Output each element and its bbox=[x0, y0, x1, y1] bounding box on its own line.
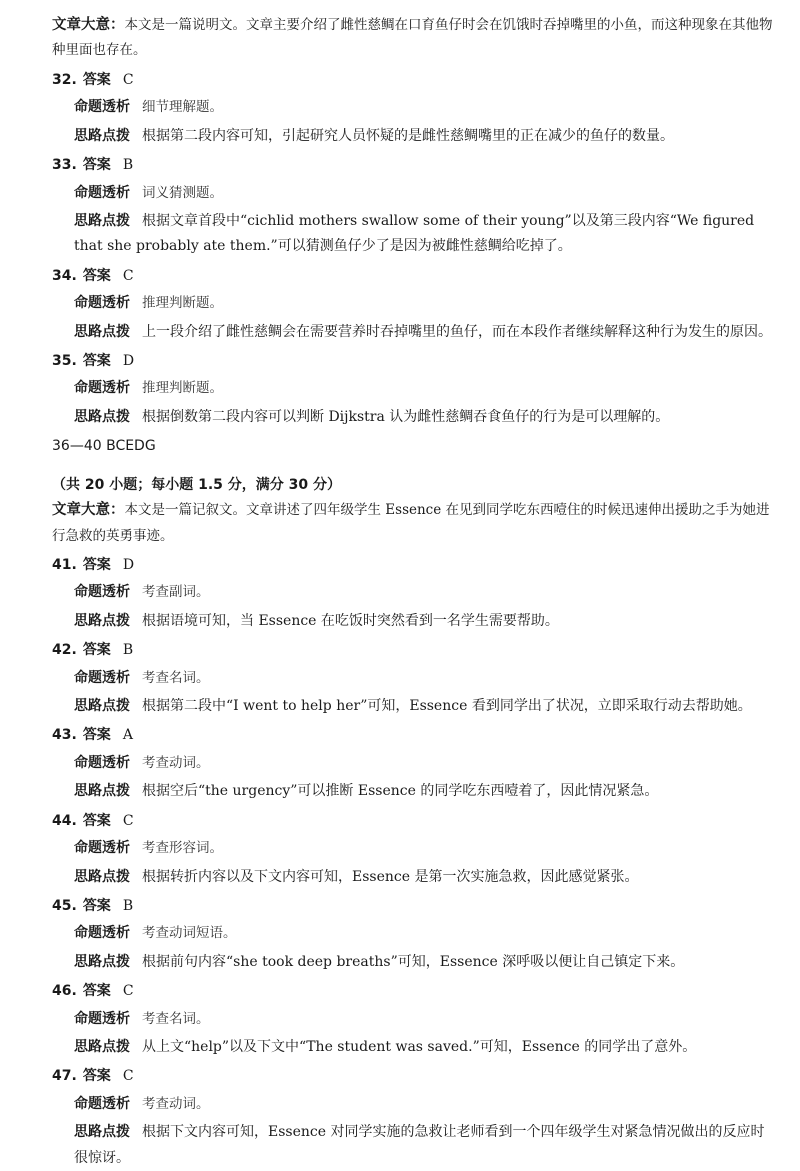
hint-label: 思路点拨 bbox=[74, 612, 130, 629]
answer-label: 答案 bbox=[82, 812, 111, 829]
hint-text: 根据前句内容“she took deep breaths”可知，Essence 深呼吸以便让自己镇定下来。 bbox=[142, 953, 685, 970]
analysis-text: 词义猜测题。 bbox=[142, 184, 223, 201]
answer-value: D bbox=[122, 556, 135, 573]
question-entry bbox=[52, 894, 778, 975]
answer-value: C bbox=[122, 1068, 134, 1085]
analysis-line bbox=[52, 751, 778, 776]
analysis-line bbox=[52, 291, 778, 316]
analysis-line bbox=[52, 1007, 778, 1032]
hint-line bbox=[52, 609, 778, 634]
hint-text: 根据转折内容以及下文内容可知，Essence 是第一次实施急救，因此感觉紧张。 bbox=[142, 868, 639, 885]
answer-label: 答案 bbox=[82, 897, 111, 914]
analysis-label: 命题透析 bbox=[74, 295, 130, 312]
analysis-label: 命题透析 bbox=[74, 754, 130, 771]
answer-label: 答案 bbox=[82, 157, 111, 173]
hint-label: 思路点拨 bbox=[74, 783, 130, 800]
analysis-line bbox=[52, 836, 778, 861]
answer-label: 答案 bbox=[82, 352, 111, 369]
hint-text: 根据倒数第二段内容可以判断 Dijkstra 认为雌性慈鲷吞食鱼仔的行为是可以理解的。 bbox=[142, 408, 670, 425]
analysis-text: 考查动词短语。 bbox=[142, 925, 237, 942]
answer-line bbox=[52, 349, 778, 374]
answer-value: C bbox=[122, 267, 134, 284]
hint-line bbox=[52, 209, 778, 260]
answer-label: 答案 bbox=[82, 983, 111, 1000]
analysis-line bbox=[52, 181, 778, 206]
hint-line bbox=[52, 694, 778, 719]
hint-line bbox=[52, 405, 778, 430]
question-number: 32. bbox=[52, 71, 77, 88]
answer-label: 答案 bbox=[82, 642, 111, 659]
question-entry bbox=[52, 809, 778, 890]
question-entry bbox=[52, 979, 778, 1060]
analysis-text: 考查名词。 bbox=[142, 1010, 210, 1027]
question-number: 46. bbox=[52, 983, 77, 1000]
summary-text: 本文是一篇记叙文。文章讲述了四年级学生 Essence 在见到同学吃东西噎住的时候迅速伸出援助之手为她进行急救的英勇事迹。 bbox=[52, 502, 770, 544]
answer-value: C bbox=[122, 71, 134, 88]
analysis-label: 命题透析 bbox=[74, 1095, 130, 1112]
analysis-label: 命题透析 bbox=[74, 1010, 130, 1027]
hint-text: 从上文“help”以及下文中“The student was saved.”可知，Essence 的同学出了意外。 bbox=[142, 1039, 697, 1055]
analysis-text: 考查副词。 bbox=[142, 584, 210, 601]
summary-label: 文章大意： bbox=[52, 501, 125, 519]
question-number: 34. bbox=[52, 267, 77, 284]
answer-value: D bbox=[122, 352, 135, 369]
hint-label: 思路点拨 bbox=[74, 953, 130, 970]
analysis-line bbox=[52, 95, 778, 120]
question-number: 43. bbox=[52, 727, 77, 744]
hint-label: 思路点拨 bbox=[74, 1039, 130, 1055]
answer-line bbox=[52, 553, 778, 578]
question-number: 33. bbox=[52, 157, 77, 173]
answers-41-47 bbox=[52, 553, 778, 1171]
answer-line bbox=[52, 1064, 778, 1089]
hint-line bbox=[52, 779, 778, 804]
hint-label: 思路点拨 bbox=[74, 698, 130, 714]
analysis-label: 命题透析 bbox=[74, 584, 130, 601]
question-entry bbox=[52, 264, 778, 345]
question-number: 35. bbox=[52, 352, 77, 369]
answer-line bbox=[52, 638, 778, 663]
question-entry bbox=[52, 553, 778, 634]
answer-line bbox=[52, 723, 778, 748]
answer-line bbox=[52, 979, 778, 1004]
hint-line bbox=[52, 320, 778, 345]
analysis-text: 考查形容词。 bbox=[142, 840, 223, 857]
answer-line bbox=[52, 894, 778, 919]
question-entry bbox=[52, 638, 778, 719]
hint-text: 根据下文内容可知，Essence 对同学实施的急救让老师看到一个四年级学生对紧急情况做出的反应时很惊讶。 bbox=[74, 1124, 765, 1166]
analysis-label: 命题透析 bbox=[74, 184, 130, 201]
answer-label: 答案 bbox=[82, 1068, 111, 1085]
hint-label: 思路点拨 bbox=[74, 868, 130, 885]
question-entry bbox=[52, 723, 778, 804]
analysis-label: 命题透析 bbox=[74, 925, 130, 942]
analysis-line bbox=[52, 921, 778, 946]
answer-value: B bbox=[122, 157, 134, 173]
analysis-label: 命题透析 bbox=[74, 669, 130, 686]
hint-text: 根据第二段中“I went to help her”可知，Essence 看到同学出了状况，立即采取行动去帮助她。 bbox=[142, 698, 752, 714]
hint-line bbox=[52, 865, 778, 890]
analysis-label: 命题透析 bbox=[74, 99, 130, 116]
summary-label: 文章大意： bbox=[52, 16, 125, 33]
answer-value: C bbox=[122, 812, 134, 829]
analysis-text: 推理判断题。 bbox=[142, 295, 223, 312]
question-number: 44. bbox=[52, 812, 77, 829]
article-summary-1 bbox=[52, 12, 778, 64]
analysis-line bbox=[52, 1092, 778, 1117]
analysis-line bbox=[52, 666, 778, 691]
hint-text: 根据语境可知，当 Essence 在吃饭时突然看到一名学生需要帮助。 bbox=[142, 612, 559, 629]
analysis-text: 细节理解题。 bbox=[142, 99, 223, 116]
answer-label: 答案 bbox=[82, 267, 111, 284]
answer-value: B bbox=[122, 642, 134, 659]
answers-32-35 bbox=[52, 68, 778, 430]
answer-line bbox=[52, 809, 778, 834]
analysis-line bbox=[52, 376, 778, 401]
article-summary-2 bbox=[52, 497, 778, 549]
question-entry bbox=[52, 68, 778, 149]
analysis-label: 命题透析 bbox=[74, 840, 130, 857]
answers-36-40: 36—40 BCEDG bbox=[52, 438, 156, 455]
answer-value: C bbox=[122, 983, 134, 1000]
analysis-text: 考查动词。 bbox=[142, 754, 210, 771]
analysis-text: 考查动词。 bbox=[142, 1095, 210, 1112]
answer-label: 答案 bbox=[82, 556, 111, 573]
hint-label: 思路点拨 bbox=[74, 212, 130, 229]
analysis-label: 命题透析 bbox=[74, 380, 130, 397]
hint-label: 思路点拨 bbox=[74, 127, 130, 144]
answer-line bbox=[52, 68, 778, 93]
hint-line bbox=[52, 1120, 778, 1171]
hint-text: 根据文章首段中“cichlid mothers swallow some of their young”以及第三段内容“We figured that she probably ate them.”可以猜测鱼仔少了是因为被雌性慈鲷给吃掉了。 bbox=[74, 212, 755, 255]
question-number: 45. bbox=[52, 897, 77, 914]
analysis-text: 考查名词。 bbox=[142, 669, 210, 686]
answer-line bbox=[52, 153, 778, 178]
hint-line bbox=[52, 1035, 778, 1060]
hint-line bbox=[52, 950, 778, 975]
hint-label: 思路点拨 bbox=[74, 323, 130, 340]
question-entry bbox=[52, 349, 778, 430]
analysis-line bbox=[52, 580, 778, 605]
question-number: 42. bbox=[52, 642, 77, 659]
question-number: 47. bbox=[52, 1068, 77, 1085]
answer-line bbox=[52, 264, 778, 289]
answer-value: A bbox=[122, 727, 133, 744]
hint-label: 思路点拨 bbox=[74, 1124, 130, 1141]
question-entry bbox=[52, 1064, 778, 1171]
hint-line bbox=[52, 124, 778, 149]
section-scoring-note: （共 20 小题；每小题 1.5 分，满分 30 分） bbox=[52, 476, 342, 493]
analysis-text: 推理判断题。 bbox=[142, 380, 223, 397]
answer-label: 答案 bbox=[82, 727, 111, 744]
question-entry bbox=[52, 153, 778, 260]
hint-text: 根据空后“the urgency”可以推断 Essence 的同学吃东西噎着了，因此情况紧急。 bbox=[142, 783, 659, 800]
summary-text: 本文是一篇说明文。文章主要介绍了雌性慈鲷在口育鱼仔时会在饥饿时吞掉嘴里的小鱼，而这种现象在其他物种里面也存在。 bbox=[52, 17, 773, 59]
hint-text: 上一段介绍了雌性慈鲷会在需要营养时吞掉嘴里的鱼仔，而在本段作者继续解释这种行为发生的原因。 bbox=[142, 323, 772, 340]
answer-label: 答案 bbox=[82, 71, 111, 88]
hint-label: 思路点拨 bbox=[74, 408, 130, 425]
answer-value: B bbox=[122, 897, 134, 914]
hint-text: 根据第二段内容可知，引起研究人员怀疑的是雌性慈鲷嘴里的正在减少的鱼仔的数量。 bbox=[142, 127, 674, 144]
question-number: 41. bbox=[52, 556, 77, 573]
